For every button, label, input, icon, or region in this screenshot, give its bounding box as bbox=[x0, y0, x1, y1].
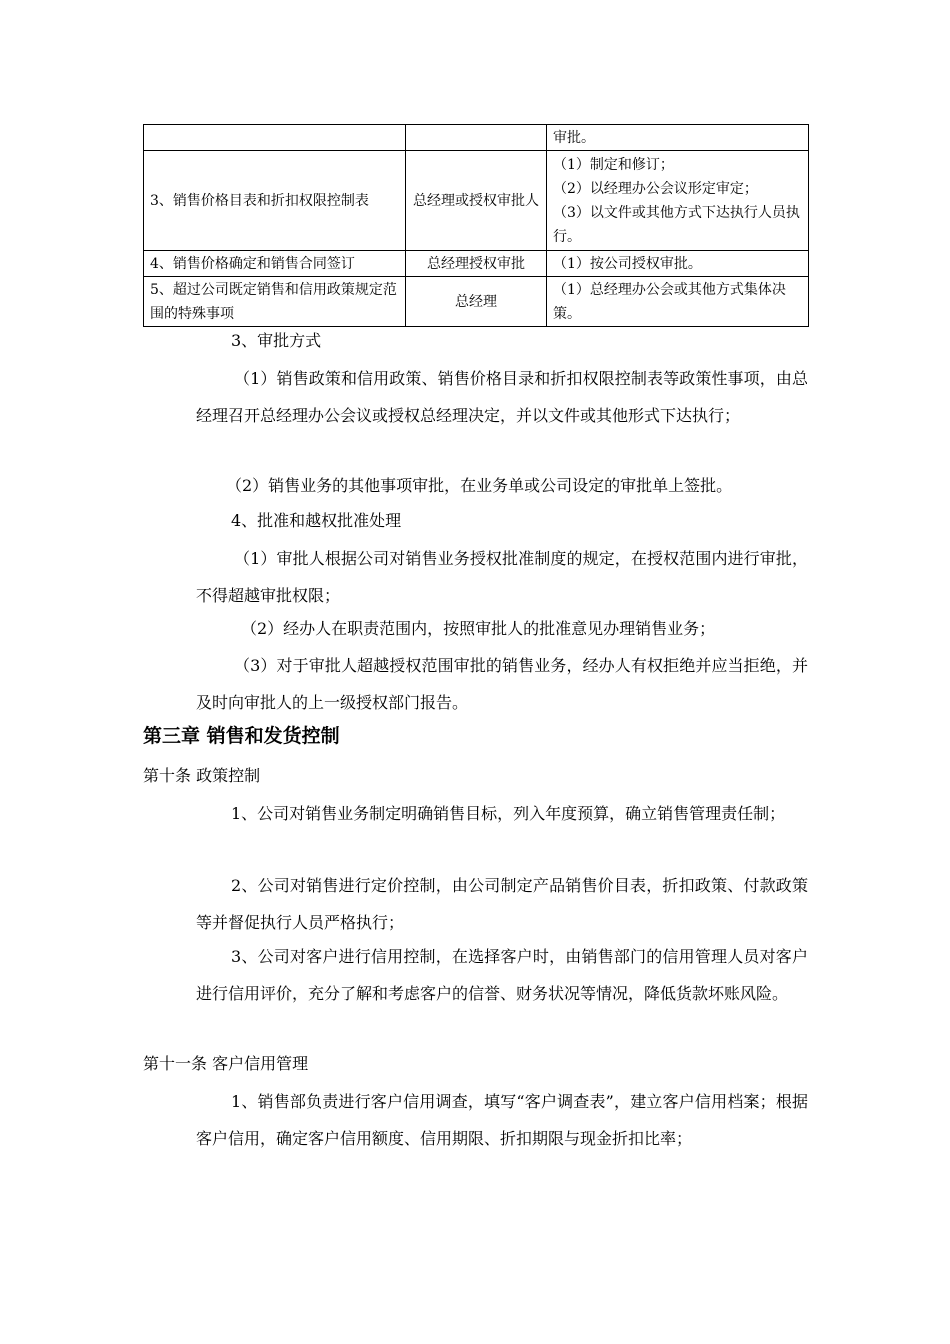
paragraph: （3）对于审批人超越授权范围审批的销售业务，经办人有权拒绝并应当拒绝，并及时向审批人的上一级授权部门报告。 bbox=[196, 656, 808, 712]
paragraph: 3、公司对客户进行信用控制，在选择客户时，由销售部门的信用管理人员对客户进行信用评价，充分了解和考虑客户的信誉、财务状况等情况，降低货款坏账风险。 bbox=[196, 947, 808, 1003]
table-cell-approver: 总经理 bbox=[406, 277, 547, 327]
step-line: （3）以文件或其他方式下达执行人员执行。 bbox=[553, 204, 800, 245]
step-line: （1）总经理办公会或其他方式集体决策。 bbox=[553, 281, 786, 322]
approval-table bbox=[143, 124, 809, 327]
table-cell-item: 5、超过公司既定销售和信用政策规定范围的特殊事项 bbox=[144, 277, 406, 327]
section-heading: 3、审批方式 bbox=[231, 331, 322, 350]
table-row bbox=[144, 277, 809, 327]
table-cell-steps bbox=[547, 151, 809, 251]
table-row bbox=[144, 151, 809, 251]
table-cell-item: 3、销售价格目表和折扣权限控制表 bbox=[144, 151, 406, 251]
step-line: （2）以经理办公会议形定审定； bbox=[553, 180, 758, 197]
table-cell-approver: 总经理或授权审批人 bbox=[406, 151, 547, 251]
paragraph: 1、公司对销售业务制定明确销售目标，列入年度预算，确立销售管理责任制； bbox=[231, 804, 786, 823]
paragraph: （2）经办人在职责范围内，按照审批人的批准意见办理销售业务； bbox=[241, 619, 716, 638]
table-row bbox=[144, 125, 809, 151]
paragraph: （2）销售业务的其他事项审批，在业务单或公司设定的审批单上签批。 bbox=[226, 476, 733, 495]
table-cell-approver bbox=[406, 125, 547, 151]
section-heading: 4、批准和越权批准处理 bbox=[231, 511, 402, 530]
chapter-title: 第三章 销售和发货控制 bbox=[143, 725, 340, 747]
table-cell-steps bbox=[547, 125, 809, 151]
step-line: （1）按公司授权审批。 bbox=[553, 255, 702, 272]
paragraph: 1、销售部负责进行客户信用调查，填写“客户调查表”，建立客户信用档案；根据客户信用，确定客户信用额度、信用期限、折扣期限与现金折扣比率； bbox=[196, 1092, 808, 1148]
table-cell-steps bbox=[547, 251, 809, 277]
step-line: 审批。 bbox=[553, 129, 595, 146]
paragraph: 2、公司对销售进行定价控制，由公司制定产品销售价目表，折扣政策、付款政策等并督促执行人员严格执行； bbox=[196, 876, 808, 932]
paragraph: （1）销售政策和信用政策、销售价格目录和折扣权限控制表等政策性事项，由总经理召开总经理办公会议或授权总经理决定，并以文件或其他形式下达执行； bbox=[196, 369, 808, 425]
article-title: 第十条 政策控制 bbox=[143, 766, 261, 785]
step-line: （1）制定和修订； bbox=[553, 156, 674, 173]
paragraph: （1）审批人根据公司对销售业务授权批准制度的规定，在授权范围内进行审批，不得超越审批权限； bbox=[196, 549, 808, 605]
table-cell-approver: 总经理授权审批 bbox=[406, 251, 547, 277]
table-cell-item bbox=[144, 125, 406, 151]
table-cell-item: 4、销售价格确定和销售合同签订 bbox=[144, 251, 406, 277]
table-cell-steps bbox=[547, 277, 809, 327]
article-title: 第十一条 客户信用管理 bbox=[143, 1054, 309, 1073]
table-row bbox=[144, 251, 809, 277]
